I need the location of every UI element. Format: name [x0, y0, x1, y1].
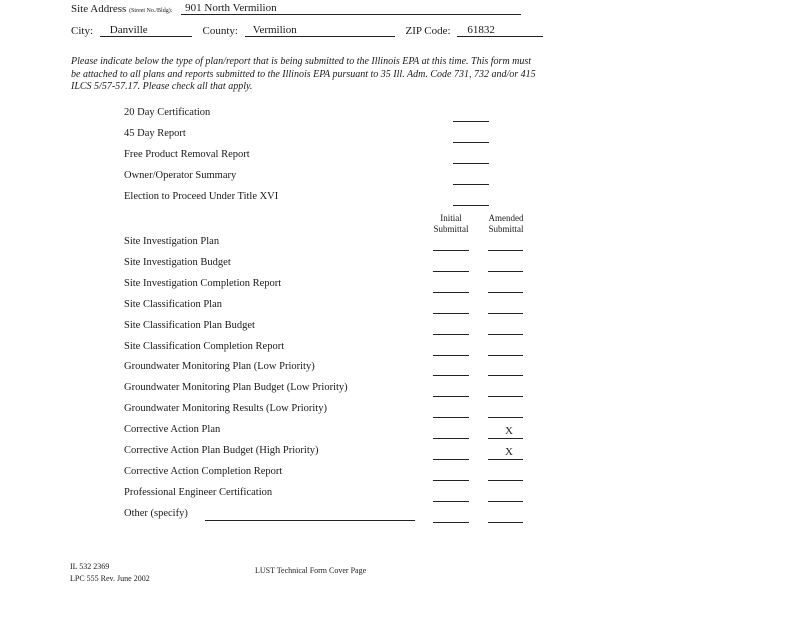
city-county-zip-row — [71, 24, 543, 37]
amended-submittal-checkbox[interactable] — [488, 334, 523, 335]
initial-submittal-checkbox[interactable] — [433, 459, 469, 460]
amended-submittal-checkbox[interactable] — [488, 396, 523, 397]
zip-value: 61832 — [467, 24, 495, 36]
initial-submittal-checkbox[interactable] — [433, 501, 469, 502]
amended-submittal-checkbox[interactable] — [488, 355, 523, 356]
site-address-row — [71, 2, 521, 15]
double-item-label: Site Investigation Completion Report — [124, 278, 282, 289]
other-specify-blank[interactable] — [205, 520, 415, 521]
single-item-checkbox[interactable] — [453, 121, 489, 122]
site-address-sublabel: (Street No./Bldg): — [129, 8, 173, 14]
city-field[interactable] — [100, 24, 192, 37]
initial-submittal-checkbox[interactable] — [433, 438, 469, 439]
double-item-label: Corrective Action Plan Budget (High Priority) — [124, 445, 319, 456]
single-item-checkbox[interactable] — [453, 142, 489, 143]
initial-submittal-checkbox[interactable] — [433, 271, 469, 272]
single-item-checkbox[interactable] — [453, 184, 489, 185]
single-item-checkbox[interactable] — [453, 163, 489, 164]
amended-submittal-mark: X — [505, 425, 513, 437]
single-item-label: 20 Day Certification — [124, 107, 211, 118]
amended-submittal-checkbox[interactable] — [488, 271, 523, 272]
zip-label: ZIP Code: — [405, 25, 451, 37]
amended-submittal-checkbox[interactable] — [488, 292, 523, 293]
site-address-value: 901 North Vermilion — [185, 2, 277, 14]
amended-submittal-checkbox[interactable] — [488, 438, 523, 439]
initial-submittal-checkbox[interactable] — [433, 334, 469, 335]
county-label: County: — [202, 25, 238, 37]
double-item-label: Professional Engineer Certification — [124, 487, 273, 498]
double-item-label: Site Classification Completion Report — [124, 341, 285, 352]
amended-submittal-checkbox[interactable] — [488, 501, 523, 502]
city-label: City: — [71, 25, 94, 37]
single-item-checkbox[interactable] — [453, 205, 489, 206]
initial-submittal-checkbox[interactable] — [433, 522, 469, 523]
double-item-label: Site Classification Plan — [124, 299, 222, 310]
double-item-label: Other (specify) — [124, 508, 188, 519]
amended-submittal-header: Amended Submittal — [488, 213, 524, 234]
amended-submittal-checkbox[interactable] — [488, 417, 523, 418]
form-id: IL 532 2369 — [70, 562, 110, 571]
amended-submittal-checkbox[interactable] — [488, 375, 523, 376]
double-item-label: Corrective Action Plan — [124, 424, 221, 435]
double-item-label: Site Investigation Budget — [124, 257, 231, 268]
form-revision: LPC 555 Rev. June 2002 — [70, 574, 150, 583]
amended-submittal-checkbox[interactable] — [488, 250, 523, 251]
site-address-field[interactable] — [181, 2, 521, 15]
double-item-label: Corrective Action Completion Report — [124, 466, 283, 477]
amended-submittal-checkbox[interactable] — [488, 313, 523, 314]
city-value: Danville — [109, 24, 148, 36]
amended-submittal-checkbox[interactable] — [488, 480, 523, 481]
single-item-label: Free Product Removal Report — [124, 149, 250, 160]
zip-field[interactable] — [457, 24, 543, 37]
amended-submittal-checkbox[interactable] — [488, 522, 523, 523]
amended-submittal-mark: X — [505, 446, 513, 458]
initial-submittal-checkbox[interactable] — [433, 417, 469, 418]
county-value: Vermilion — [252, 24, 297, 36]
amended-submittal-checkbox[interactable] — [488, 459, 523, 460]
single-item-label: 45 Day Report — [124, 128, 186, 139]
double-item-label: Site Investigation Plan — [124, 236, 220, 247]
single-item-label: Election to Proceed Under Title XVI — [124, 191, 279, 202]
initial-submittal-checkbox[interactable] — [433, 375, 469, 376]
double-item-label: Site Classification Plan Budget — [124, 320, 255, 331]
single-item-label: Owner/Operator Summary — [124, 170, 237, 181]
double-item-label: Groundwater Monitoring Results (Low Priority) — [124, 403, 327, 414]
initial-submittal-checkbox[interactable] — [433, 313, 469, 314]
initial-submittal-header: Initial Submittal — [433, 213, 469, 234]
county-field[interactable] — [245, 24, 395, 37]
initial-submittal-checkbox[interactable] — [433, 292, 469, 293]
initial-submittal-checkbox[interactable] — [433, 396, 469, 397]
double-item-label: Groundwater Monitoring Plan Budget (Low Priority) — [124, 382, 348, 393]
instructions-text: Please indicate below the type of plan/report that is being submitted to the Illinois EPA at this time. This form must be attached to all plans and reports submitted to the Illinois EPA pursuant to 35 Ill. Adm. Code 731, 732 and/or 415 ILCS 5/57-57.17. Please check all that apply. — [71, 56, 536, 92]
initial-submittal-checkbox[interactable] — [433, 250, 469, 251]
initial-submittal-checkbox[interactable] — [433, 355, 469, 356]
site-address-label: Site Address — [71, 3, 127, 15]
double-item-label: Groundwater Monitoring Plan (Low Priority) — [124, 361, 315, 372]
footer-page-title: LUST Technical Form Cover Page — [255, 566, 367, 575]
initial-submittal-checkbox[interactable] — [433, 480, 469, 481]
